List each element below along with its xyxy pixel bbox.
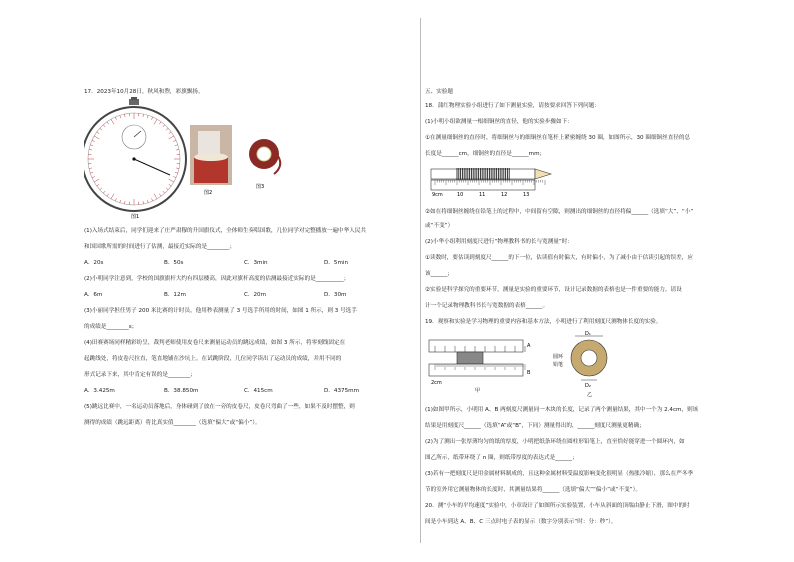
- q17-intro: 17．2023年10月28日，秋风和煦，彩旗飘扬。: [84, 89, 204, 95]
- pencil-tip: [535, 169, 551, 179]
- q17-4-line-a: (4)田赛赛场同样精彩纷呈，裁判老师使用皮卷尺来测量运动员的跳远成绩，如图 3 所示，将零刻线固定在: [84, 340, 346, 346]
- q17-1-option: C．3min: [244, 260, 268, 266]
- tape-measure-figure: [244, 134, 286, 192]
- q17-4-option: A．3.425m: [84, 388, 115, 394]
- label-d2: D₂: [585, 383, 591, 389]
- q18-1-line-b: 长度是______cm，细铜丝的直径是______mm；: [425, 151, 546, 157]
- q18-2: (2)小华小组利用刻度尺进行“物理教科书的长与宽测量”时：: [425, 239, 573, 245]
- q17-4-line-c: 形式记录下来，其中肯定有误的是________；: [84, 372, 196, 378]
- q17-4-line-b: 起跳线处，将皮卷尺拉直，笔直地铺在沙坑上。在试跳阶段，几位同学读出了运动员的成绩，并用不同的: [84, 356, 342, 362]
- q18-2-line-d: 计一个记录物理教科书长与宽数据的表格______。: [425, 303, 549, 309]
- label-d1: D₁: [585, 331, 591, 337]
- q20-line-a: 20．测“小车的平均速度”实验中，小章设计了如图所示实验装置，小车从斜面的顶端由静止下滑，图中的时: [425, 503, 690, 509]
- q19-2-line-a: (2)为了测出一张厚薄均匀的纸的厚度，小明把纸条环绕在圆柱形铅笔上，直至恰好能穿进一个圆环内，如: [425, 439, 685, 445]
- q17-1-option: A．20s: [84, 260, 104, 266]
- ruler-tick-label: 13: [523, 192, 530, 198]
- pencil-cross-section: [581, 350, 597, 366]
- fig3-caption: 图3: [256, 184, 265, 190]
- q18-1-line-d: 或“不变”）: [425, 223, 454, 229]
- q17-2-option: C．20m: [244, 292, 267, 298]
- fig2-caption: 图2: [204, 190, 213, 196]
- q17-1-line-b: 和国国歌所需的时间进行了估测，最接近实际的是________；: [84, 244, 236, 250]
- q17-5-line-b: 测得的成绩（跳远距离）将比真实值________（选填“偏大”或“偏小”）。: [84, 420, 261, 426]
- q17-2: (2)小明同学注意到，学校的国旗旗杆大约有四层楼高，因此对旗杆高度的估测最接近实际的是__________；: [84, 276, 350, 282]
- label-a: A: [527, 343, 531, 349]
- pencil-label: 铅笔: [553, 362, 564, 368]
- q19-1-line-b: 结果是用刻度尺______（选填“A”或“B”，下同）测量得出的，______刻度尺测量更精确；: [425, 423, 645, 429]
- ruler-tick-label: 11: [479, 192, 486, 198]
- pencil-body: [431, 169, 535, 179]
- ruler-tick-label: 12: [501, 192, 508, 198]
- q17-1-options: [84, 259, 404, 267]
- q19-2-line-b: 图乙所示，纸带环绕了 n 圈，则纸带厚度的表达式是______；: [425, 455, 578, 461]
- q17-4-option: C．415cm: [244, 388, 273, 394]
- fig-yi-caption: 乙: [587, 392, 593, 398]
- ruler-b-start-label: 2cm: [431, 380, 442, 386]
- q17-2-option: B．12m: [164, 292, 186, 298]
- q17-4-option: D．4375mm: [324, 388, 360, 394]
- label-b: B: [527, 370, 531, 376]
- q18-2-line-c: ②实验是科学探究的重要环节，测量是实验的重要环节，设计记录数据的表格也是一件重要的能力，请设: [425, 287, 682, 293]
- coil-ruler-figure: [427, 163, 557, 199]
- ring-figure: [553, 330, 623, 398]
- q17-2-option: A．6m: [84, 292, 103, 298]
- stopwatch-hub: [132, 157, 135, 160]
- q17-2-options: [84, 291, 404, 299]
- q17-3-line-b: 的成绩是________s；: [84, 324, 138, 330]
- photo-figure: [190, 125, 232, 197]
- section-heading: 五、实验题: [425, 89, 453, 95]
- fig1-caption: 图1: [131, 214, 140, 220]
- q19-1-line-a: (1)如图甲所示，小明用 A、B 两刻度尺测量同一木块的长度，记录了两个测量结果，其中一个为 2.4cm，则该: [425, 407, 699, 413]
- q17-1-option: B．50s: [164, 260, 184, 266]
- stopwatch-button: [131, 97, 137, 100]
- q17-4-option: B．38.850m: [164, 388, 199, 394]
- photo-drum-top: [194, 153, 228, 161]
- q19-3-line-b: 节的室外用它测量物体的长度时，其测量结果将______（选填“偏大”“偏小”或“不变”）。: [425, 487, 641, 493]
- ruler-a: [429, 340, 523, 352]
- q18-1-line-c: ②如在将细铜丝缠绕在铅笔上的过程中，中间留有空隙，则测出的细铜丝的直径将偏______（选填“大”、“小”: [425, 209, 694, 215]
- tape-measure-center: [257, 147, 271, 161]
- q17-5-line-a: (5)跳远比赛中，一名运动员落地后，身体碰到了放在一旁的皮卷尺，皮卷尺弯曲了一些，如果不及时摆整，则: [84, 404, 355, 410]
- q18-2-line-b: 该______；: [425, 271, 453, 277]
- column-divider: [420, 18, 421, 543]
- q17-1-line-a: (1)入场式结束后，同学们迎来了庄严肃穆的升国旗仪式，全体师生奏唱国歌，几位同学对完整播放一遍中华人民共: [84, 228, 367, 234]
- q17-3-line-a: (3)小丽同学担任男子 200 米比赛的计时员，他用秒表测量了 3 号选手所用的时间，如图 1 所示，则 3 号选手: [84, 308, 357, 314]
- ruler-body: [431, 180, 535, 190]
- q18-intro: 18．蒲红物理实验小组进行了如下测量实验，请按要求回答下列问题：: [425, 103, 600, 109]
- ruler-tick-label: 10: [457, 192, 464, 198]
- q18-1-line-a: ①在测量细铜丝的直径时，将细铜丝与的细铜丝在笔杆上紧密缠绕 30 圈，如图所示，30 圈细铜丝直径的总: [425, 135, 691, 141]
- wooden-block: [457, 352, 483, 364]
- two-ruler-figure: [427, 332, 539, 394]
- q20-line-b: 间是小车到达 A、B、C 三点时电子表的显示（数字分别表示“时：分：秒”）。: [425, 519, 617, 525]
- q18-2-line-a: ①读数时，要估读到刻度尺______的下一位，估读值有时偏大，有时偏小，为了减小由于估读引起的误差，应: [425, 255, 693, 261]
- q19-intro: 19．观察和实验是学习物理的重要内容和基本方法，小明进行了利用刻度尺测物体长度的实验。: [425, 319, 662, 325]
- stopwatch-figure: [84, 97, 202, 221]
- fig-jia-caption: 甲: [475, 388, 481, 394]
- q17-4-options: [84, 387, 404, 395]
- ruler-start-label: 9cm: [432, 192, 443, 198]
- q19-3-line-a: (3)若有一把刻度尺是用金属材料制成的，且这种金属材料受温度影响变化很明显（热胀冷缩），那么在严冬季: [425, 471, 694, 477]
- q18-1: (1)小明小组欲测量一根细铜丝的直径，他的实验步骤如下：: [425, 119, 573, 125]
- q17-2-option: D．30m: [324, 292, 347, 298]
- roll-label: 圆环: [553, 354, 564, 360]
- q17-1-option: D．5min: [324, 260, 349, 266]
